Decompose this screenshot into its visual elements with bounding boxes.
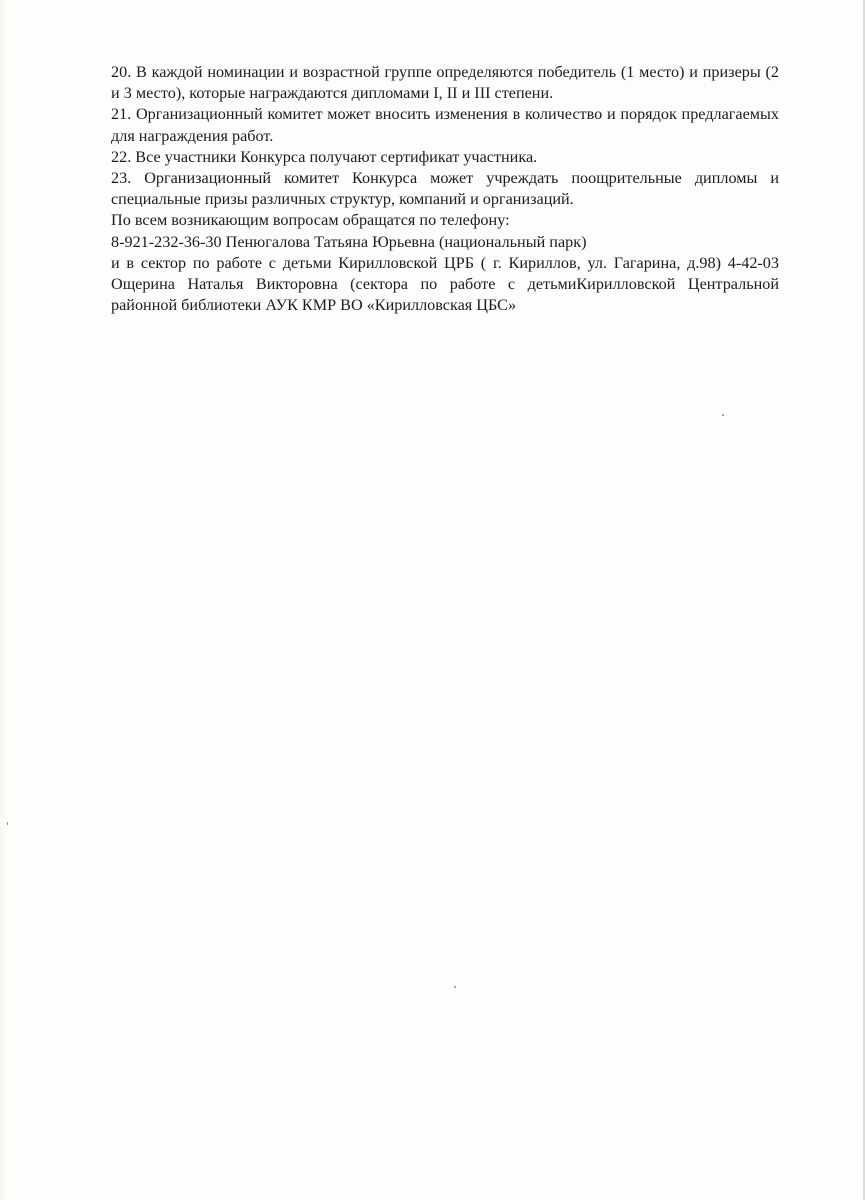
scan-speck [722, 414, 724, 416]
paragraph-20-awards: 20. В каждой номинации и возрастной группе определяются победитель (1 место) и призеры (2 и 3 место), которые награждаются дипломами I, II и III степени. [111, 63, 779, 103]
scan-speck [7, 822, 8, 825]
contact-library-sector: и в сектор по работе с детьми Кирилловской ЦРБ ( г. Кириллов, ул. Гагарина, д.98) 4-42-03 Ощерина Наталья Викторовна (сектора по работе с детьмиКирилловской Центральной районной библиотеки АУК КМР ВО «Кирилловская ЦБС» [111, 253, 779, 315]
paragraph-23-incentive-diplomas: 23. Организационный комитет Конкурса может учреждать поощрительные дипломы и специальные призы различных структур, компаний и организаций. [111, 169, 779, 209]
scan-speck [454, 986, 456, 988]
document-body [111, 62, 779, 316]
paragraph-21-committee-changes: 21. Организационный комитет может вносить изменения в количество и порядок предлагаемых для награждения работ. [111, 105, 779, 145]
contact-intro: По всем возникающим вопросам обращатся по телефону: [111, 211, 510, 230]
contact-phone-national-park: 8-921-232-36-30 Пенюгалова Татьяна Юрьевна (национальный парк) [111, 232, 587, 251]
paragraph-22-certificates: 22. Все участники Конкурса получают сертификат участника. [111, 147, 538, 166]
